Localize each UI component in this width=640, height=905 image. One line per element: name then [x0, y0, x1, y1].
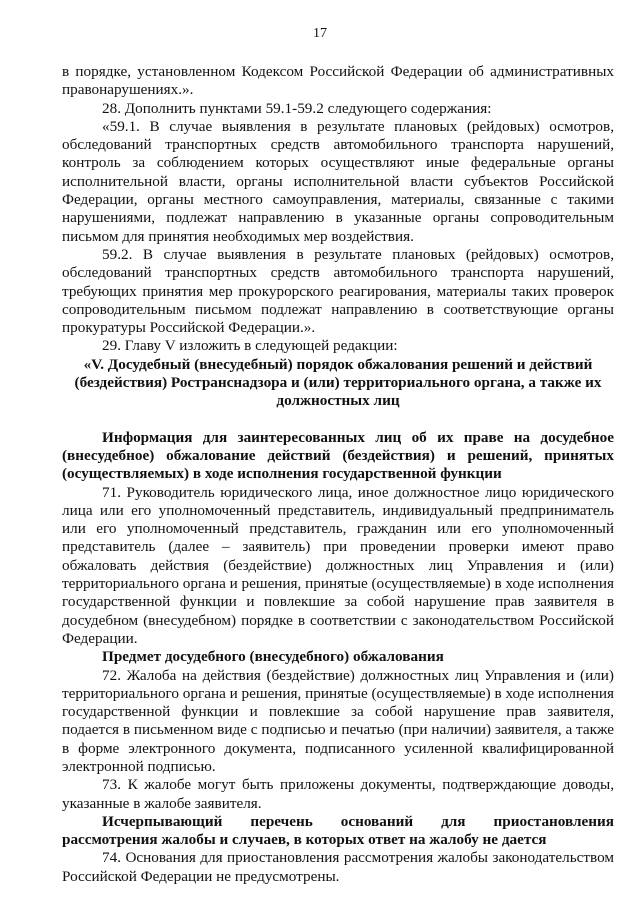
- section-heading-subject: Предмет досудебного (внесудебного) обжалования: [102, 648, 444, 666]
- paragraph-item-59-2: 59.2. В случае выявления в результате плановых (рейдовых) осмотров, обследований транспортных средств автомобильного транспорта нарушений, требующих принятия мер прокурорского реагирования, материалы таких проверок сопроводительным письмом подлежат направлению в соответствующие органы прокуратуры Российской Федерации.».: [62, 245, 614, 337]
- spacer: [62, 411, 614, 429]
- paragraph-item-74: 74. Основания для приостановления рассмотрения жалобы законодательством Российской Федерации не предусмотрены.: [62, 849, 614, 885]
- chapter-heading: «V. Досудебный (внесудебный) порядок обжалования решений и действий (бездействия) Ространснадзора и (или) территориального органа, а также их должностных лиц: [74, 355, 602, 410]
- section-heading-information: Информация для заинтересованных лиц об их праве на досудебное (внесудебное) обжалование действий (бездействия) и решений, принятых (осуществляемых) в ходе исполнения государственной функции: [62, 428, 614, 483]
- paragraph-item-28: 28. Дополнить пунктами 59.1-59.2 следующего содержания:: [102, 99, 492, 117]
- page-number: 17: [313, 26, 327, 41]
- paragraph-item-72: 72. Жалоба на действия (бездействие) должностных лиц Управления и (или) территориального органа и решения, принятые (осуществляемые) в ходе исполнения государственной функции и повлекшие за собой нарушение прав заявителя, подается в письменном виде с подписью и печатью (при наличии) заявителя, а также в форме электронного документа, подписанного усиленной квалифицированной электронной подписью.: [62, 666, 615, 775]
- paragraph-item-71: 71. Руководитель юридического лица, иное должностное лицо юридического лица или его уполномоченный представитель, индивидуальный предприниматель или его уполномоченный представитель, гражданин или его уполномоченный представитель (далее – заявитель) при проведении проверки имеют право обжаловать действия (бездействие) должностных лиц Управления и (или) территориального органа и решения, принятые (осуществляемые) в ходе исполнения государственной функции и повлекшие за собой нарушение прав заявителя в досудебном (внесудебном) порядке в соответствии с законодательством Российской Федерации.: [62, 483, 615, 647]
- paragraph-item-59-1: «59.1. В случае выявления в результате плановых (рейдовых) осмотров, обследований транспортных средств автомобильного транспорта нарушений, контроль за соблюдением которых осуществляют иные федеральные органы исполнительной власти, органы исполнительной власти субъектов Российской Федерации, органы местного самоуправления, материалы, связанные с такими нарушениями, подлежат направлению в указанные органы сопроводительным письмом для принятия необходимых мер воздействия.: [62, 117, 614, 245]
- document-body: [62, 63, 614, 886]
- paragraph-item-73: 73. К жалобе могут быть приложены документы, подтверждающие доводы, указанные в жалобе заявителя.: [62, 776, 614, 812]
- paragraph-continuation: в порядке, установленном Кодексом Российской Федерации об административных правонарушениях.».: [62, 63, 614, 99]
- section-heading-grounds: Исчерпывающий перечень оснований для приостановления рассмотрения жалобы и случаев, в которых ответ на жалобу не дается: [62, 812, 614, 849]
- paragraph-item-29: 29. Главу V изложить в следующей редакции:: [102, 337, 398, 355]
